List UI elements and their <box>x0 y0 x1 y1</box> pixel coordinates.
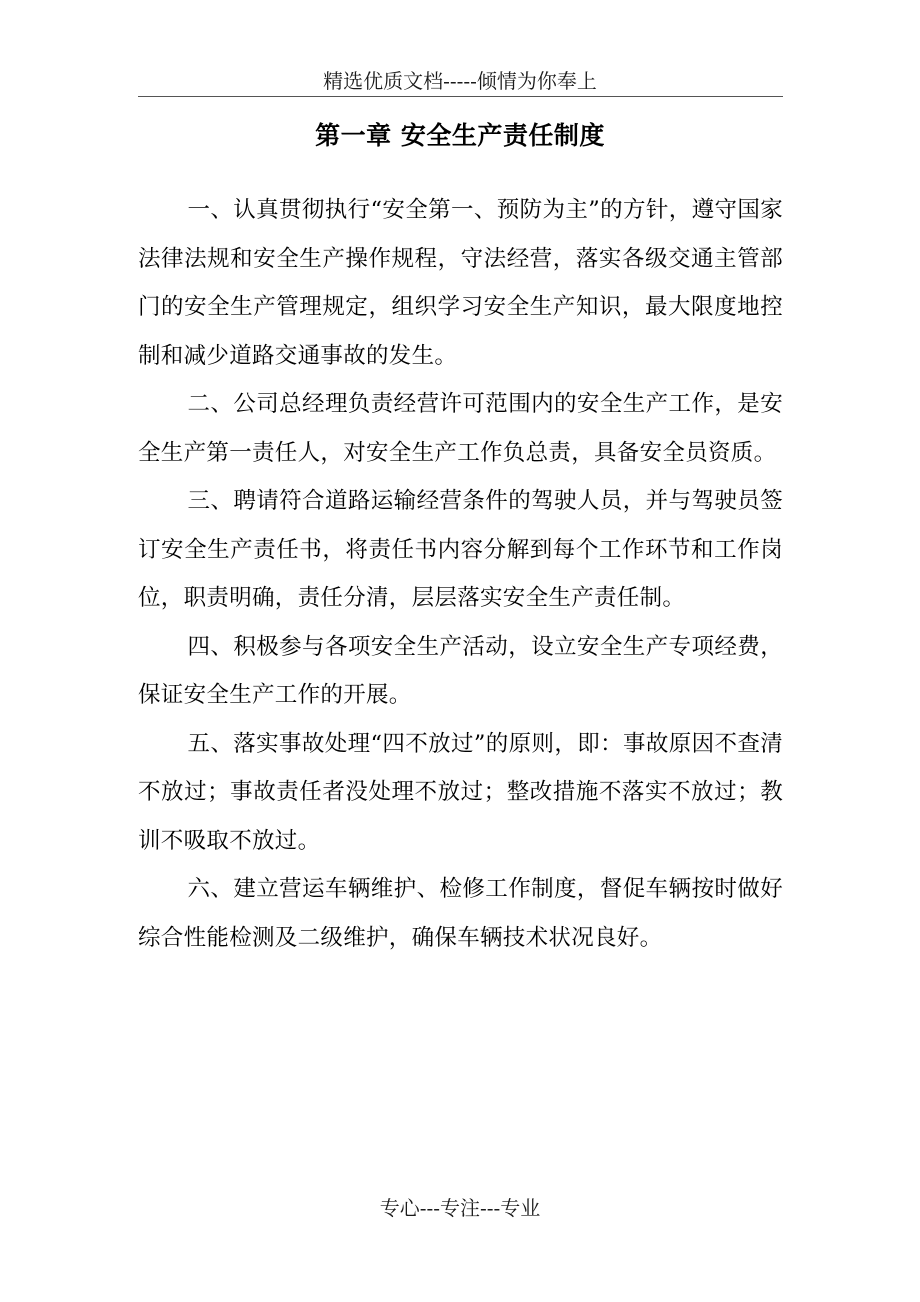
paragraph-6: 六、建立营运车辆维护、检修工作制度，督促车辆按时做好综合性能检测及二级维护，确保车辆技术状况良好。 <box>138 876 783 951</box>
paragraph-2: 二、公司总经理负责经营许可范围内的安全生产工作，是安全生产第一责任人，对安全生产工作负总责，具备安全员资质。 <box>138 391 783 466</box>
page-header: 精选优质文档-----倾情为你奉上 <box>323 69 597 93</box>
header-divider <box>138 96 783 97</box>
paragraph-1: 一、认真贯彻执行“安全第一、预防为主”的方针，遵守国家法律法规和安全生产操作规程，守法经营，落实各级交通主管部门的安全生产管理规定，组织学习安全生产知识，最大限度地控制和减少道路交通事故的发生。 <box>138 197 783 369</box>
document-title: 第一章 安全生产责任制度 <box>315 121 605 150</box>
document-body <box>138 186 783 962</box>
paragraph-5: 五、落实事故处理“四不放过”的原则，即：事故原因不查清不放过；事故责任者没处理不放过；整改措施不落实不放过；教训不吸取不放过。 <box>138 730 783 854</box>
page-footer: 专心---专注---专业 <box>379 1196 541 1220</box>
paragraph-4: 四、积极参与各项安全生产活动，设立安全生产专项经费，保证安全生产工作的开展。 <box>138 633 783 708</box>
paragraph-3: 三、聘请符合道路运输经营条件的驾驶人员，并与驾驶员签订安全生产责任书，将责任书内容分解到每个工作环节和工作岗位，职责明确，责任分清，层层落实安全生产责任制。 <box>138 488 783 611</box>
